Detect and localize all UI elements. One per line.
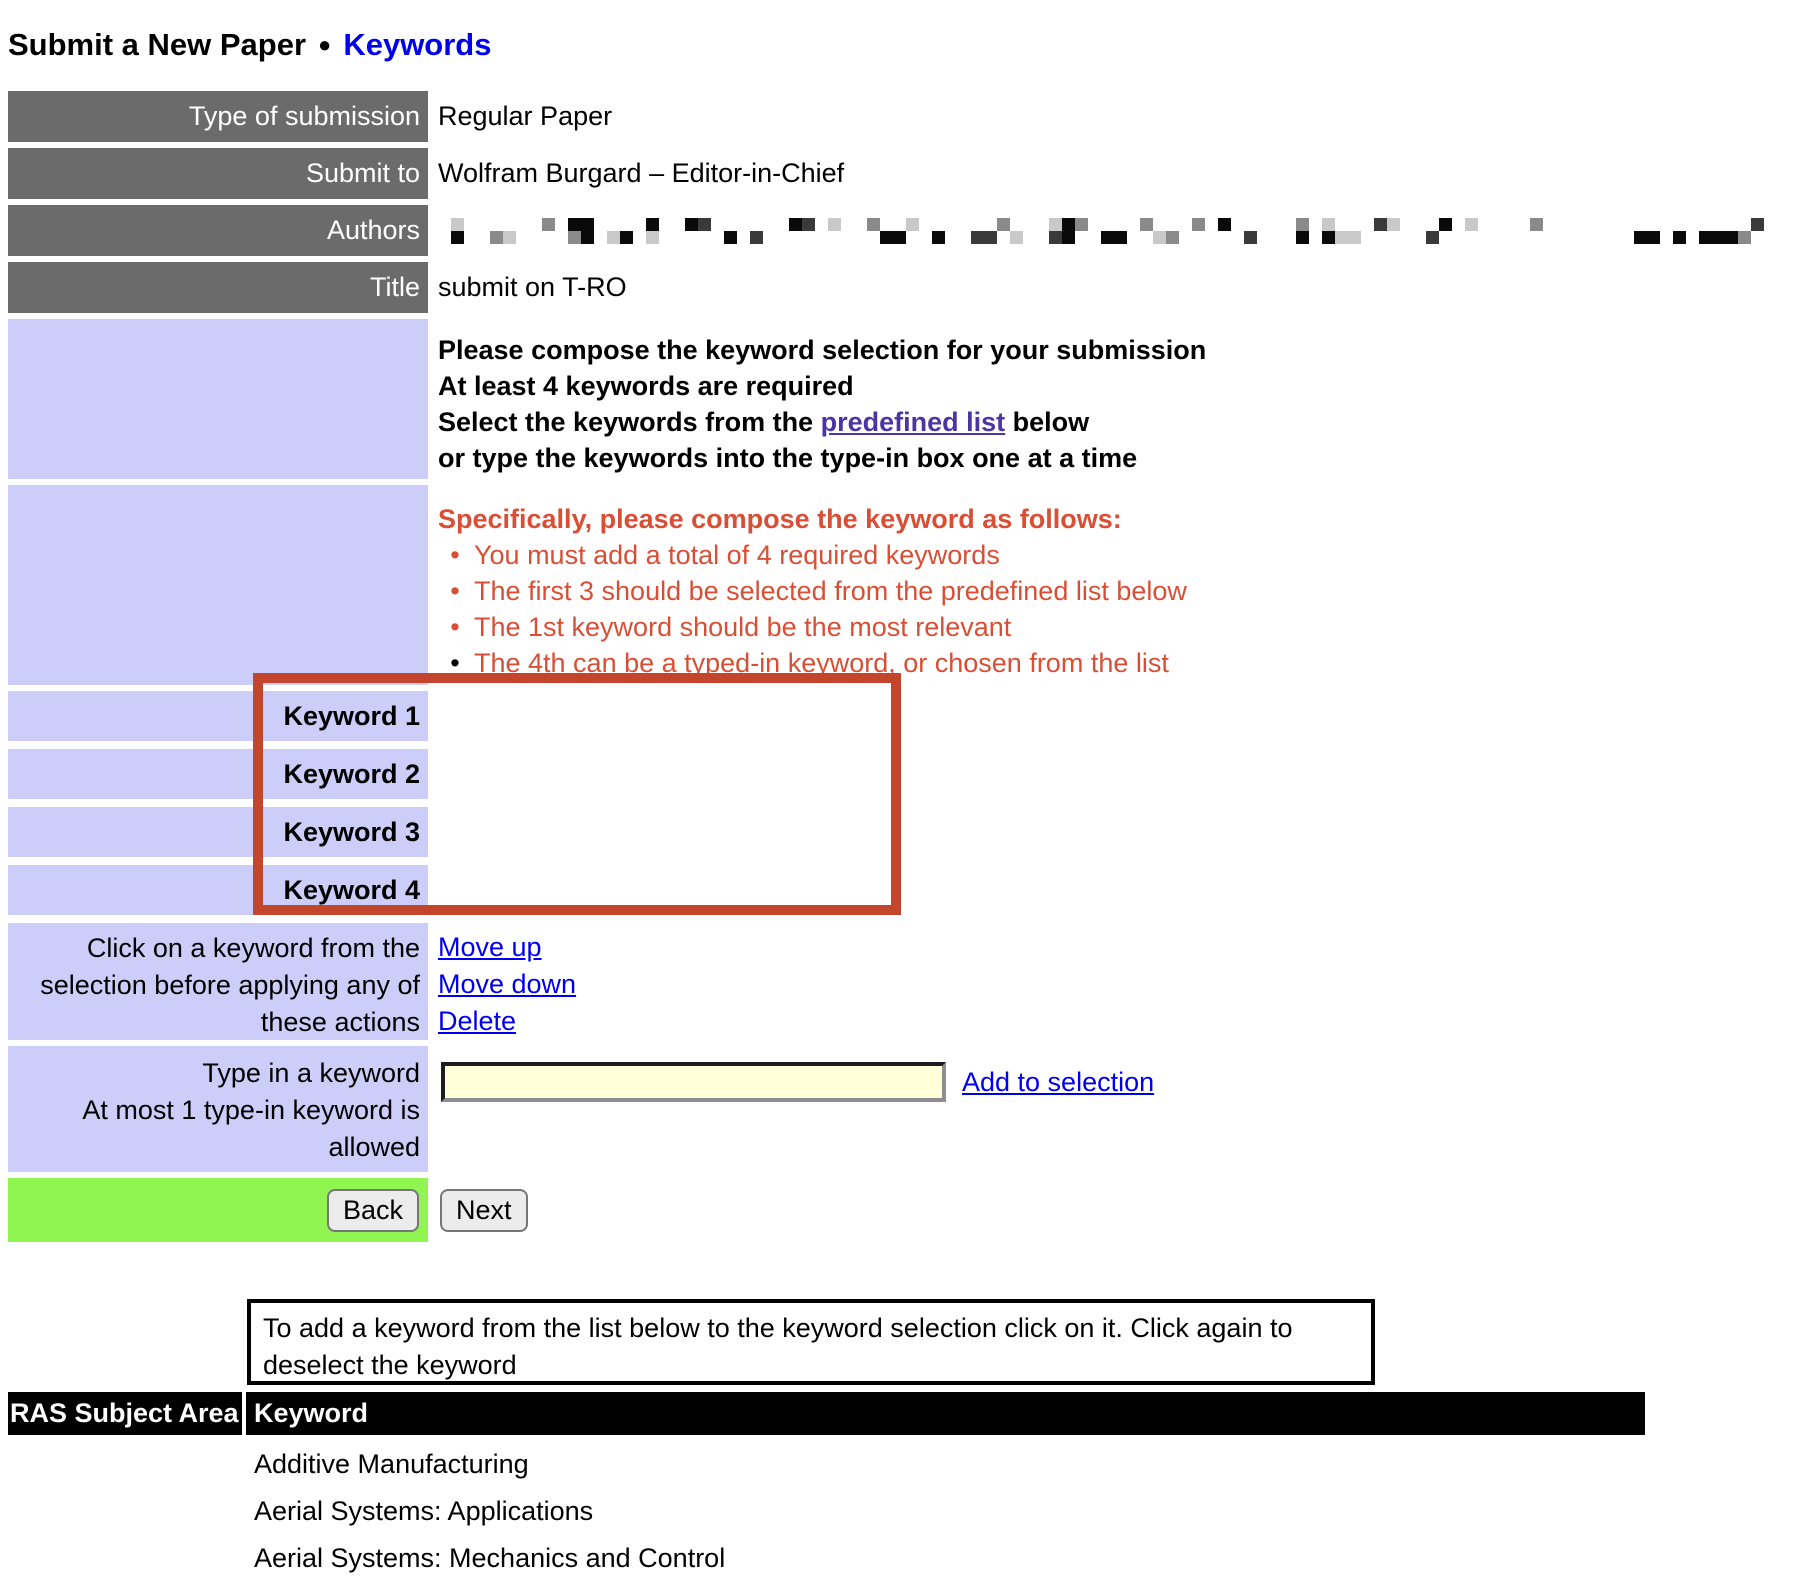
row-selection-actions — [8, 923, 1800, 1040]
submit-to-value: Wolfram Burgard – Editor-in-Chief — [438, 158, 845, 188]
type-in-label-line: Type in a keyword — [202, 1058, 420, 1088]
authors-redacted — [438, 218, 1772, 244]
keyword-1-slot[interactable] — [438, 691, 1800, 741]
compose-line-4: or type the keywords into the type-in box one at a time — [438, 443, 1138, 473]
row-keyword-3 — [8, 807, 1800, 857]
compose-line-2: At least 4 keywords are required — [438, 371, 854, 401]
type-in-keyword-label — [8, 1046, 428, 1172]
delete-link[interactable]: Delete — [438, 1006, 517, 1036]
keyword-4-label: Keyword 4 — [8, 865, 428, 915]
keyword-3-label: Keyword 3 — [8, 807, 428, 857]
page-title — [8, 27, 492, 63]
authors-label: Authors — [8, 205, 428, 256]
compose-instructions — [438, 319, 1800, 479]
row-requirements — [8, 485, 1800, 685]
submit-to-label: Submit to — [8, 148, 428, 199]
compose-line-1: Please compose the keyword selection for your submission — [438, 335, 1207, 365]
selection-actions-label — [8, 923, 428, 1040]
bullet-dot-icon: • — [450, 540, 460, 570]
type-in-keyword-area — [438, 1046, 1800, 1172]
navigation-next-cell — [438, 1178, 1800, 1242]
requirement-bullet — [438, 573, 1800, 609]
type-in-keyword-input[interactable] — [441, 1062, 946, 1102]
page-title-text: Submit a New Paper — [8, 26, 307, 62]
row-authors — [8, 205, 1800, 256]
row-keyword-4 — [8, 865, 1800, 915]
selection-actions-label-line: selection before applying any of — [40, 970, 420, 1000]
header-ras-subject-area: RAS Subject Area — [8, 1392, 242, 1435]
row-type-in-keyword — [8, 1046, 1800, 1172]
submission-form — [8, 91, 1800, 1242]
page-section-title: Keywords — [343, 26, 492, 62]
row-submit-to — [8, 148, 1800, 199]
keyword-2-label: Keyword 2 — [8, 749, 428, 799]
keyword-3-slot[interactable] — [438, 807, 1800, 857]
compose-instructions-label — [8, 319, 428, 479]
bullet-dot-icon: • — [450, 648, 460, 678]
compose-line-3 — [438, 404, 1800, 440]
keyword-option[interactable]: Aerial Systems: Mechanics and Control — [254, 1543, 726, 1573]
row-keyword-2 — [8, 749, 1800, 799]
requirement-text: The 1st keyword should be the most relevant — [474, 612, 1012, 642]
row-title — [8, 262, 1800, 313]
compose-line-3-suffix: below — [1005, 407, 1090, 437]
requirement-bullet — [438, 609, 1800, 645]
requirement-text: You must add a total of 4 required keywords — [474, 540, 1000, 570]
next-button[interactable]: Next — [440, 1189, 528, 1232]
type-of-submission-label: Type of submission — [8, 91, 428, 142]
requirement-text: The first 3 should be selected from the predefined list below — [474, 576, 1187, 606]
navigation-back-cell — [8, 1178, 428, 1242]
keyword-list — [254, 1441, 725, 1582]
type-of-submission-value: Regular Paper — [438, 101, 613, 131]
row-type-of-submission — [8, 91, 1800, 142]
row-compose-instructions — [8, 319, 1800, 479]
selection-actions-label-line: these actions — [260, 1007, 420, 1037]
keyword-option[interactable]: Additive Manufacturing — [254, 1449, 529, 1479]
keyword-table-header — [8, 1392, 1645, 1435]
header-keyword: Keyword — [246, 1392, 1645, 1435]
selection-actions-label-line: Click on a keyword from the — [86, 933, 420, 963]
requirements-heading: Specifically, please compose the keyword as follows: — [438, 504, 1122, 534]
requirement-bullet — [438, 537, 1800, 573]
type-in-label-line: allowed — [328, 1132, 420, 1162]
selection-actions — [438, 923, 1800, 1040]
keyword-list-note: To add a keyword from the list below to the keyword selection click on it. Click again to deselect the keyword — [247, 1299, 1375, 1385]
bullet-dot-icon: • — [450, 576, 460, 606]
keyword-1-label: Keyword 1 — [8, 691, 428, 741]
type-in-label-line: At most 1 type-in keyword is — [82, 1095, 420, 1125]
keyword-2-slot[interactable] — [438, 749, 1800, 799]
keyword-option[interactable]: Aerial Systems: Applications — [254, 1496, 594, 1526]
row-navigation — [8, 1178, 1800, 1242]
requirements-label — [8, 485, 428, 685]
keyword-4-slot[interactable] — [438, 865, 1800, 915]
back-button[interactable]: Back — [327, 1189, 419, 1232]
requirement-text: The 4th can be a typed-in keyword, or chosen from the list — [474, 648, 1169, 678]
move-up-link[interactable]: Move up — [438, 932, 542, 962]
requirement-bullet — [438, 645, 1800, 681]
title-value: submit on T-RO — [438, 272, 627, 302]
add-to-selection-link[interactable]: Add to selection — [962, 1066, 1155, 1097]
compose-line-3-prefix: Select the keywords from the — [438, 407, 821, 437]
title-label: Title — [8, 262, 428, 313]
row-keyword-1 — [8, 691, 1800, 741]
authors-value — [438, 205, 1800, 256]
requirements — [438, 485, 1800, 685]
bullet-dot-icon: • — [450, 612, 460, 642]
predefined-list-link[interactable]: predefined list — [820, 407, 1006, 437]
move-down-link[interactable]: Move down — [438, 969, 577, 999]
title-bullet-separator: ● — [318, 31, 332, 57]
